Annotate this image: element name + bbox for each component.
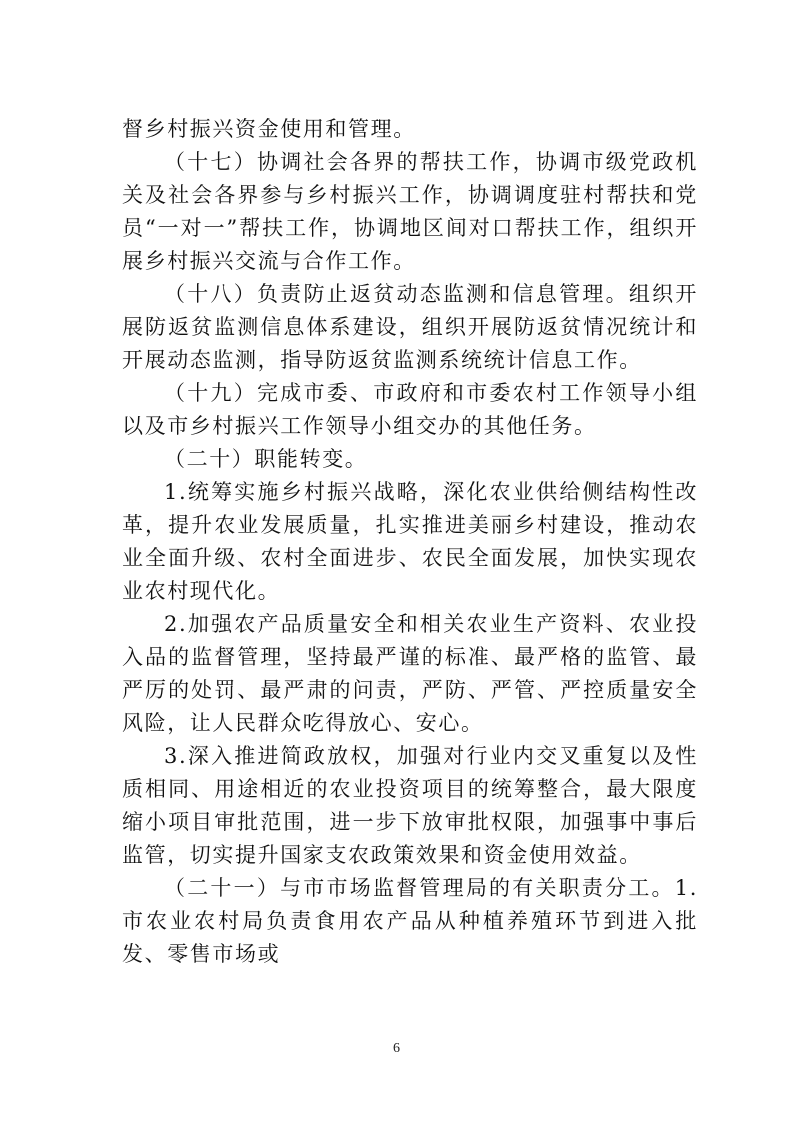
- paragraph-item-17: （十七）协调社会各界的帮扶工作，协调市级党政机关及社会各界参与乡村振兴工作，协调调度驻村帮扶和党员“一对一”帮扶工作，协调地区间对口帮扶工作，组织开展乡村振兴交流与合作工作。: [122, 150, 698, 273]
- paragraph-item-20-point-2: 2.加强农产品质量安全和相关农业生产资料、农业投入品的监督管理，坚持最严谨的标准、最严格的监管、最严厉的处罚、最严肃的问责，严防、严管、严控质量安全风险，让人民群众吃得放心、安心。: [122, 612, 698, 735]
- page-number: 6: [393, 1041, 400, 1056]
- paragraph-item-21: （二十一）与市市场监督管理局的有关职责分工。1.市农业农村局负责食用农产品从种植养殖环节到进入批发、零售市场或: [122, 876, 698, 966]
- paragraph-continuation: 督乡村振兴资金使用和管理。: [122, 117, 416, 141]
- paragraph-item-20-point-1: 1.统筹实施乡村振兴战略，深化农业供给侧结构性改革，提升农业发展质量，扎实推进美丽乡村建设，推动农业全面升级、农村全面进步、农民全面发展，加快实现农业农村现代化。: [122, 480, 698, 603]
- paragraph-item-20-point-3: 3.深入推进简政放权，加强对行业内交叉重复以及性质相同、用途相近的农业投资项目的统筹整合，最大限度缩小项目审批范围，进一步下放审批权限，加强事中事后监管，切实提升国家支农政策效果和资金使用效益。: [122, 744, 698, 867]
- paragraph-item-19: （十九）完成市委、市政府和市委农村工作领导小组以及市乡村振兴工作领导小组交办的其他任务。: [122, 381, 698, 438]
- document-body: [122, 113, 698, 971]
- paragraph-item-20-heading: （二十）职能转变。: [164, 447, 368, 471]
- paragraph-item-18: （十八）负责防止返贫动态监测和信息管理。组织开展防返贫监测信息体系建设，组织开展防返贫情况统计和开展动态监测，指导防返贫监测系统统计信息工作。: [122, 282, 698, 372]
